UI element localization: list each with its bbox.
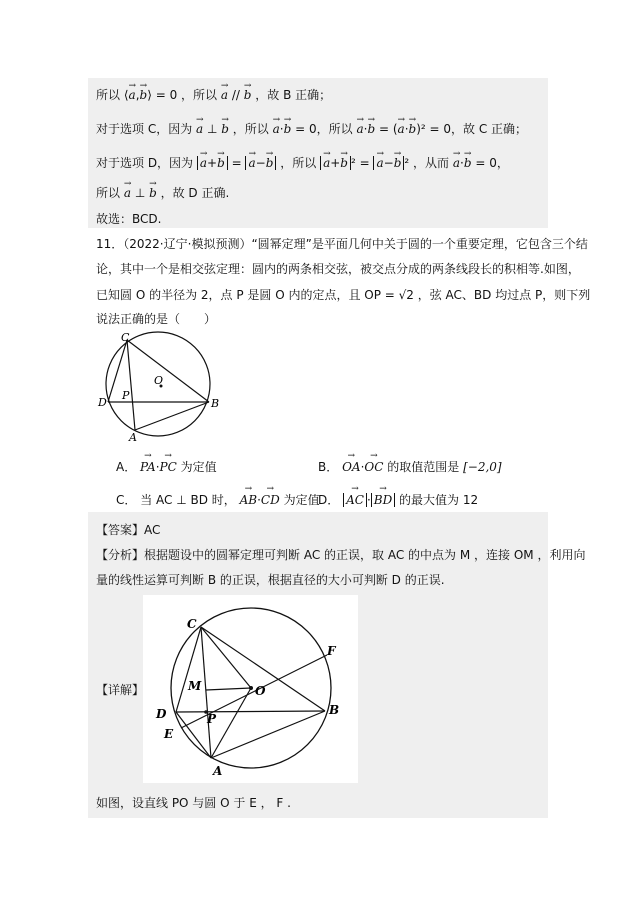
question-line-4: 说法正确的是（ ） [96, 312, 217, 326]
question-line-2: 论，其中一个是相交弦定理：圆内的两条相交弦，被交点分成的两条线段长的积相等.如图， [96, 262, 580, 276]
option-b[interactable]: B． → OA·→ OC 的取值范围是 [−2,0] [318, 458, 502, 475]
option-a[interactable]: A． → PA·→ PC 为定值 [116, 458, 217, 475]
answer-line: 【答案】AC [96, 523, 161, 537]
question-figure [95, 330, 225, 445]
question-line-3: 已知圆 O 的半径为 2，点 P 是圆 O 内的定点，且 OP = √2 ，弦 AC、BD 均过点 P，则下列 [96, 288, 591, 302]
fig2-label-P: P [207, 712, 217, 726]
fig1-label-O: O [154, 374, 164, 387]
fig1-label-D: D [98, 396, 107, 409]
fig2-label-A: A [213, 764, 223, 778]
fig1-label-A: A [129, 431, 137, 444]
fig2-label-O: O [255, 684, 266, 698]
solution-line-1: 所以 ⟨→ a,→ b⟩ = 0 ，所以 → a // → b ，故 B 正确； [96, 87, 331, 103]
fig1-label-P: P [122, 389, 130, 402]
fig1-label-B: B [211, 397, 220, 410]
fig2-label-C: C [187, 617, 197, 631]
solution-line-3: 对于选项 D，因为 → a+→ b = → a−→ b ，所以 → a+→ b ² = → a−→ b ² ，从而 → a·→ b = 0， [96, 155, 509, 171]
option-d[interactable]: D． → AC ·→ BD 的最大值为 12 [318, 491, 478, 508]
solution-line-2: 对于选项 C，因为 → a ⊥ → b ，所以 → a·→ b = 0，所以 → a·→ b = (→ a·→ b)² = 0，故 C 正确； [96, 121, 527, 137]
fig2-label-E: E [164, 727, 174, 741]
solution-line-5: 故选：BCD. [96, 212, 162, 226]
analysis-line-1: 【分析】根据题设中的圆幂定理可判断 AC 的正误，取 AC 的中点为 M ，连接 OM ，利用向 [96, 548, 586, 562]
fig2-label-M: M [188, 679, 202, 693]
fig2-label-F: F [327, 644, 336, 658]
detail-label: 【详解】 [96, 683, 145, 697]
detail-figure [143, 595, 358, 783]
analysis-line-2: 量的线性运算可判断 B 的正误，根据直径的大小可判断 D 的正误. [96, 573, 445, 587]
fig1-label-C: C [121, 331, 130, 344]
question-line-1: 11．（2022·辽宁·模拟预测）“圆幂定理”是平面几何中关于圆的一个重要定理，它包含三个结 [96, 237, 588, 251]
fig2-label-D: D [156, 707, 167, 721]
final-line: 如图，设直线 PO 与圆 O 于 E ， F . [96, 796, 291, 810]
fig2-label-B: B [329, 703, 340, 717]
option-c[interactable]: C． 当 AC ⊥ BD 时， → AB·→ CD 为定值 [116, 491, 320, 508]
solution-line-4: 所以 → a ⊥ → b ，故 D 正确. [96, 185, 229, 201]
